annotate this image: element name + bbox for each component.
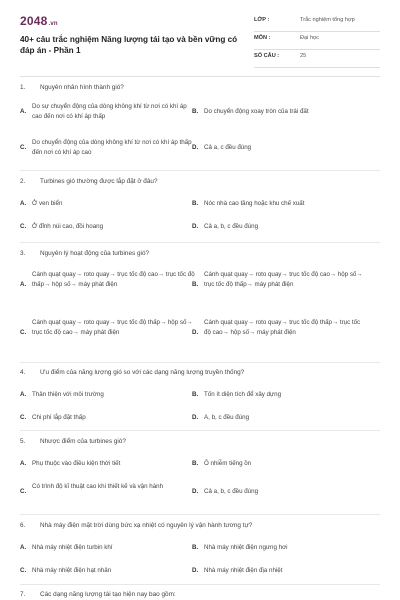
option-letter: D. <box>192 414 199 421</box>
option-text: A, b, c đều đúng <box>204 414 250 421</box>
option-letter: B. <box>192 544 199 551</box>
question-text <box>20 248 380 260</box>
question-text <box>20 367 380 379</box>
question-divider <box>20 584 380 585</box>
question-3 <box>20 248 380 358</box>
question-label: Nguyên lý hoạt động của turbines gió? <box>40 250 150 257</box>
meta-box <box>254 14 380 68</box>
option-text: Cả a, b, c đều đúng <box>204 488 259 495</box>
logo-suffix: .vn <box>48 21 58 27</box>
question-6 <box>20 520 380 580</box>
option-letter: C. <box>20 488 27 495</box>
meta-value: Trắc nghiệm tổng hợp <box>300 17 355 23</box>
meta-key: SỐ CÂU : <box>254 53 280 59</box>
question-7 <box>20 589 380 600</box>
option-letter: A. <box>20 200 27 207</box>
option-letter: A. <box>20 281 27 288</box>
question-number: 3. <box>20 250 26 257</box>
option-text: Nhà máy nhiệt điện địa nhiệt <box>204 567 283 574</box>
option-letter: B. <box>192 200 199 207</box>
question-text <box>20 589 380 600</box>
option-text: Cánh quạt quay→ roto quay→ trục tốc độ thấp→ hộp số→ trục tốc độ cao→ máy phát điện <box>32 319 193 336</box>
question-4 <box>20 367 380 427</box>
option-letter: D. <box>192 223 199 230</box>
question-text <box>20 436 380 448</box>
question-divider <box>20 362 380 363</box>
question-number: 2. <box>20 178 26 185</box>
meta-value: 25 <box>300 53 307 59</box>
option-text: Có trình độ kĩ thuật cao khi thiết kế và vận hành <box>32 483 164 490</box>
question-1 <box>20 82 380 162</box>
question-label: Ưu điểm của năng lượng gió so với các dạng năng lượng truyền thống? <box>40 369 245 376</box>
question-text <box>20 82 380 94</box>
question-label: Nhược điểm của turbines gió? <box>40 438 126 445</box>
question-5 <box>20 436 380 511</box>
option-text: Tốn ít diện tích để xây dựng <box>204 391 282 398</box>
option-letter: D. <box>192 329 199 336</box>
option-text: Nhà máy nhiệt điện hạt nhân <box>32 567 112 574</box>
question-number: 1. <box>20 84 26 91</box>
meta-key: MÔN : <box>254 35 271 41</box>
logo-text: 2048 <box>20 14 48 28</box>
option-text: Do sự chuyển động của dòng không khí từ nơi có khí áp cao đến nơi có khí áp thấp <box>32 103 187 120</box>
question-label: Nhà máy điện mặt trời dùng bức xạ nhiệt có nguyên lý vận hành tương tự? <box>40 522 253 529</box>
option-text: Nóc nhà cao tầng hoặc khu chế xuất <box>204 200 305 207</box>
option-letter: D. <box>192 488 199 495</box>
option-letter: B. <box>192 391 199 398</box>
option-text: Phụ thuộc vào điều kiện thời tiết <box>32 460 121 467</box>
option-text: Chi phí lắp đặt thấp <box>32 414 86 421</box>
option-letter: A. <box>20 460 27 467</box>
document-header <box>20 14 380 72</box>
option-text: Cánh quạt quay→ roto quay→ trục tốc độ cao→ trục tốc độ thấp→ hộp số→ máy phát điện <box>32 271 195 288</box>
question-divider <box>20 514 380 515</box>
option-letter: C. <box>20 414 27 421</box>
question-divider <box>20 242 380 243</box>
option-text: Nhà máy nhiệt điện turbin khí <box>32 544 113 551</box>
option-letter: A. <box>20 108 27 115</box>
option-text: Do chuyển động xoay tròn của trái đất <box>204 108 309 115</box>
meta-subject-row <box>254 32 380 50</box>
document-title: 40+ câu trắc nghiệm Năng lượng tái tạo và bền vững có đáp án - Phần 1 <box>20 35 238 55</box>
meta-class-row <box>254 14 380 32</box>
option-letter: C. <box>20 144 27 151</box>
option-letter: B. <box>192 281 199 288</box>
meta-key: LỚP : <box>254 17 270 23</box>
option-text: Cánh quạt quay→ roto quay→ trục tốc độ thấp→ trục tốc độ cao→ hộp số→ máy phát điện <box>204 319 361 336</box>
option-letter: C. <box>20 329 27 336</box>
meta-count-row <box>254 50 380 68</box>
question-number: 4. <box>20 369 26 376</box>
option-text: Nhà máy nhiệt điện ngưng hơi <box>204 544 288 551</box>
question-divider <box>20 430 380 431</box>
option-letter: D. <box>192 567 199 574</box>
question-label: Các dạng năng lượng tái tạo hiện nay bao gồm: <box>40 591 176 598</box>
option-letter: B. <box>192 460 199 467</box>
option-letter: D. <box>192 144 199 151</box>
option-letter: C. <box>20 567 27 574</box>
site-logo[interactable] <box>20 14 58 28</box>
question-number: 7. <box>20 591 26 598</box>
option-text: Cả a, c đều đúng <box>204 144 252 151</box>
question-divider <box>20 170 380 171</box>
question-2 <box>20 176 380 236</box>
option-letter: B. <box>192 108 199 115</box>
question-text <box>20 176 380 188</box>
header-divider <box>20 76 380 77</box>
question-label: Turbines gió thường được lắp đặt ở đâu? <box>40 178 158 185</box>
option-text: Ô nhiễm tiếng ồn <box>204 460 252 467</box>
question-number: 5. <box>20 438 26 445</box>
option-text: Cả a, b, c đều đúng <box>204 223 259 230</box>
option-letter: A. <box>20 544 27 551</box>
option-text: Do chuyển động của dòng không khí từ nơi có khí áp thấp đến nơi có khí áp cao <box>32 139 192 156</box>
meta-value: Đại học <box>300 35 319 41</box>
question-text <box>20 520 380 532</box>
option-text: Cánh quạt quay→ roto quay→ trục tốc độ cao→ hộp số→ trục tốc độ thấp→ máy phát điện <box>204 271 363 288</box>
option-text: Thân thiện với môi trường <box>32 391 104 398</box>
option-letter: C. <box>20 223 27 230</box>
option-letter: A. <box>20 391 27 398</box>
question-label: Nguyên nhân hình thành gió? <box>40 84 124 91</box>
option-text: Ở đỉnh núi cao, đồi hoang <box>32 223 104 230</box>
option-text: Ở ven biển <box>32 200 63 207</box>
question-number: 6. <box>20 522 26 529</box>
